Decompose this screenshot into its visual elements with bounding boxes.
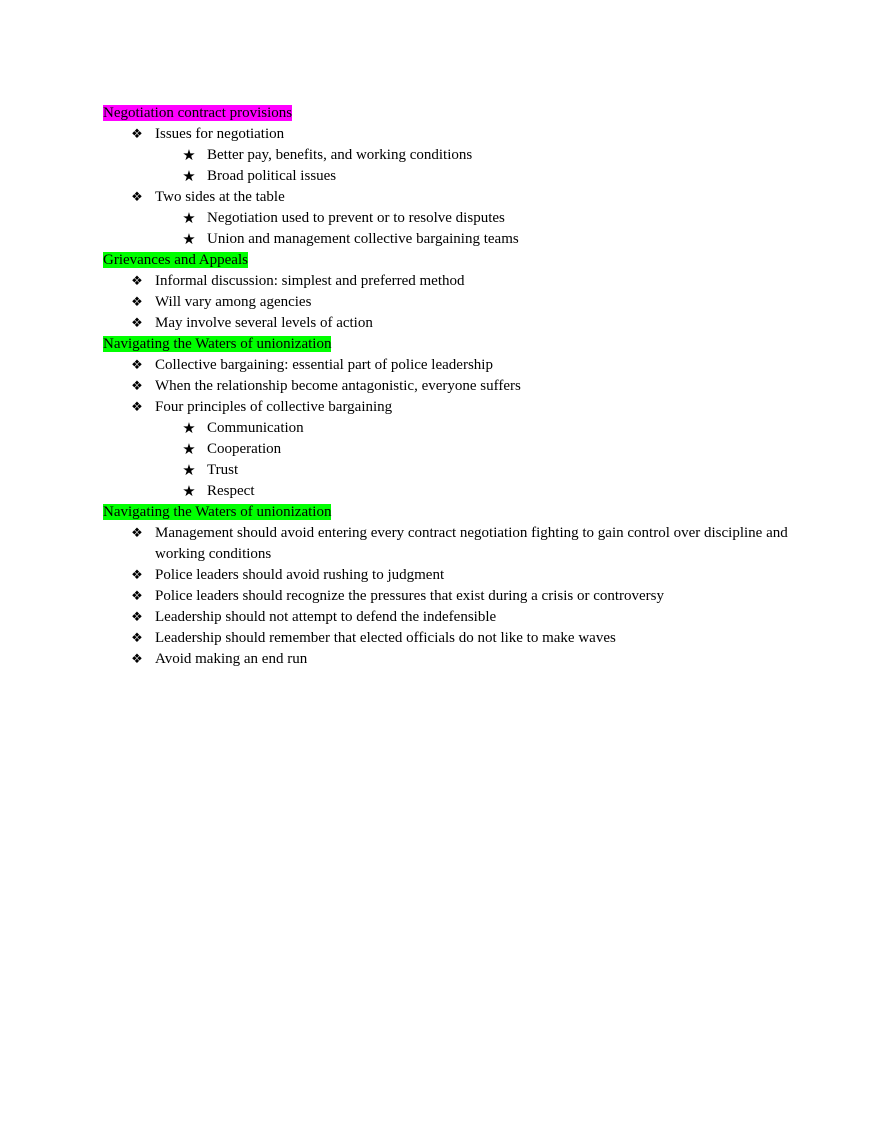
sub-list-item: ★ Better pay, benefits, and working conditions <box>182 146 473 164</box>
sub-list-item: ★ Cooperation <box>182 440 282 458</box>
star-bullet-icon: ★ <box>182 209 196 227</box>
diamond-bullet-icon: ❖ <box>131 652 143 667</box>
star-bullet-icon: ★ <box>182 167 196 185</box>
star-bullet-icon: ★ <box>182 230 196 248</box>
list-item: ❖ Two sides at the table <box>103 187 823 208</box>
diamond-bullet-icon: ❖ <box>131 589 143 604</box>
diamond-bullet-icon: ❖ <box>131 316 143 331</box>
diamond-bullet-icon: ❖ <box>131 358 143 373</box>
diamond-bullet-icon: ❖ <box>131 274 143 289</box>
star-bullet-icon: ★ <box>182 146 196 164</box>
diamond-bullet-icon: ❖ <box>131 631 143 646</box>
star-bullet-icon: ★ <box>182 461 196 479</box>
sub-list-item: ★ Communication <box>182 419 304 437</box>
list-item: ❖ Collective bargaining: essential part of police leadership <box>103 355 823 376</box>
list-item: ❖ Police leaders should avoid rushing to judgment <box>103 565 823 586</box>
list-item: ❖ May involve several levels of action <box>103 313 823 334</box>
diamond-bullet-icon: ❖ <box>131 610 143 625</box>
sub-list-item: ★ Broad political issues <box>182 167 337 185</box>
sub-list-item: ★ Union and management collective bargaining teams <box>182 230 519 248</box>
list-item: ❖ Avoid making an end run <box>103 649 823 670</box>
list-item: ❖ Issues for negotiation <box>103 124 823 145</box>
section-heading: Navigating the Waters of unionization <box>103 336 332 352</box>
list-item: ❖ Informal discussion: simplest and preferred method <box>103 271 823 292</box>
diamond-bullet-icon: ❖ <box>131 295 143 310</box>
list-item: ❖ Management should avoid entering every contract negotiation fighting to gain control over discipline and working conditions <box>103 523 823 565</box>
section-heading: Negotiation contract provisions <box>103 105 293 121</box>
list-item: ❖ Will vary among agencies <box>103 292 823 313</box>
sub-list-item: ★ Trust <box>182 461 239 479</box>
star-bullet-icon: ★ <box>182 482 196 500</box>
diamond-bullet-icon: ❖ <box>131 379 143 394</box>
list-item: ❖ When the relationship become antagonistic, everyone suffers <box>103 376 823 397</box>
sub-list-item: ★ Negotiation used to prevent or to resolve disputes <box>182 209 505 227</box>
diamond-bullet-icon: ❖ <box>131 568 143 583</box>
section-heading: Grievances and Appeals <box>103 252 248 268</box>
list-item: ❖ Leadership should not attempt to defend the indefensible <box>103 607 823 628</box>
diamond-bullet-icon: ❖ <box>131 127 143 142</box>
diamond-bullet-icon: ❖ <box>131 526 143 541</box>
document-content <box>103 103 823 670</box>
sub-list-item: ★ Respect <box>182 482 255 500</box>
list-item: ❖ Leadership should remember that elected officials do not like to make waves <box>103 628 823 649</box>
star-bullet-icon: ★ <box>182 419 196 437</box>
diamond-bullet-icon: ❖ <box>131 190 143 205</box>
star-bullet-icon: ★ <box>182 440 196 458</box>
diamond-bullet-icon: ❖ <box>131 400 143 415</box>
list-item: ❖ Four principles of collective bargaining <box>103 397 823 418</box>
list-item: ❖ Police leaders should recognize the pressures that exist during a crisis or controversy <box>103 586 823 607</box>
section-heading: Navigating the Waters of unionization <box>103 504 332 520</box>
